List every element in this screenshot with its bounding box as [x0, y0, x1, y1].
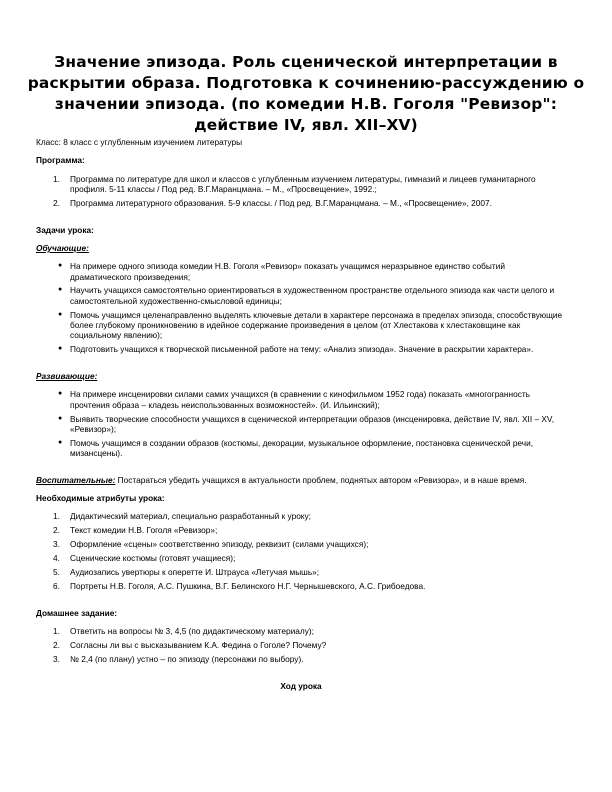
educational-text: Постараться убедить учащихся в актуальности проблем, поднятых автором «Ревизора», и в наше время. — [115, 474, 527, 485]
program-heading: Программа: — [36, 155, 85, 166]
teaching-list — [36, 261, 566, 354]
attributes-list — [36, 511, 566, 591]
list-item: ● Подготовить учащихся к творческой письменной работе на тему: «Анализ эпизода». Значение в раскрытии характера». — [58, 344, 534, 355]
homework-heading: Домашнее задание: — [36, 607, 118, 618]
list-item: 1. Ответить на вопросы № 3, 4,5 (по дидактическому материалу); — [53, 626, 314, 637]
list-item: 1. Дидактический материал, специально разработанный к уроку; — [53, 511, 311, 522]
list-item: 2. Текст комедии Н.В. Гоголя «Ревизор»; — [53, 525, 218, 536]
list-item: 3. Оформление «сцены» соответственно эпизоду, реквизит (силами учащихся); — [53, 539, 369, 550]
document-body — [36, 137, 566, 691]
list-item: ● Научить учащихся самостоятельно ориентироваться в художественном пространстве отдельного эпизода как части целого и самостоятельной художественно-смысловой единицы; — [58, 285, 555, 306]
list-item: 3. № 2,4 (по плану) устно – по эпизоду (персонажи по выбору). — [53, 653, 304, 664]
list-item: ● На примере инсценировки силами самих учащихся (в сравнении с кинофильмом 1952 года) показать «многогранность прочтения образа – кладезь неиспользованных возможностей». (И. Ильинский); — [58, 389, 530, 410]
homework-list — [36, 626, 566, 664]
educational-paragraph — [36, 475, 566, 485]
list-item: ● Выявить творческие способности учащихся в сценической интерпретации образов (инсценировка, действие IV, явл. XII – XV, «Ревизор»); — [58, 413, 555, 434]
developing-heading: Развивающие: — [36, 371, 98, 382]
developing-list — [36, 389, 566, 458]
program-list — [36, 174, 566, 208]
list-item: 2. Согласны ли вы с высказыванием К.А. Федина о Гоголе? Почему? — [53, 640, 327, 650]
list-item: 6. Портреты Н.В. Гоголя, А.С. Пушкина, В.Г. Белинского Н.Г. Чернышевского, А.С. Грибоедова. — [53, 580, 426, 591]
class-value: 8 класс с углубленным изучением литературы — [60, 137, 243, 147]
list-item: 1. Программа по литературе для школ и классов с углубленным изучением литературы, гимназий и лицеев гуманитарного профиля. 5-11 классы / Под ред. В.Г.Маранцмана. – М., «Просвещение», 1992.; — [53, 173, 536, 194]
class-label: Класс: — [36, 137, 61, 147]
educational-label: Воспитательные: — [36, 474, 116, 485]
lesson-flow-heading: Ход урока — [280, 680, 322, 691]
list-item: 4. Сценические костюмы (готовят учащиеся); — [53, 553, 236, 564]
list-item: 2. Программа литературного образования. 5-9 классы. / Под ред. В.Г.Маранцмана. – М., «Просвещение», 2007. — [53, 197, 492, 208]
document-title: Значение эпизода. Роль сценической интерпретации в раскрытии образа. Подготовка к сочинению-рассуждению о значении эпизода. (по комедии Н.В. Гоголя "Ревизор": действие IV, явл. XII–XV) — [27, 53, 585, 134]
class-line — [36, 137, 566, 147]
list-item: 5. Аудиозапись увертюры к оперетте И. Штрауса «Летучая мышь»; — [53, 567, 320, 578]
tasks-heading: Задачи урока: — [36, 224, 94, 235]
attributes-heading: Необходимые атрибуты урока: — [36, 493, 165, 504]
list-item: ● Помочь учащимся целенаправленно выделять ключевые детали в характере персонажа в пределах эпизода, способствующие более глубокому проникновению в идейное содержание произведения в целом (от Хлестакова к хлестаковщине как социальному явлению); — [58, 309, 563, 341]
list-item: ● Помочь учащимся в создании образов (костюмы, декорации, музыкальное оформление, постановка сценической речи, мизансцены). — [58, 437, 534, 458]
teaching-heading: Обучающие: — [36, 242, 89, 253]
list-item: ● На примере одного эпизода комедии Н.В. Гоголя «Ревизор» показать учащимся неразрывное единство событий драматического произведения; — [58, 261, 505, 282]
